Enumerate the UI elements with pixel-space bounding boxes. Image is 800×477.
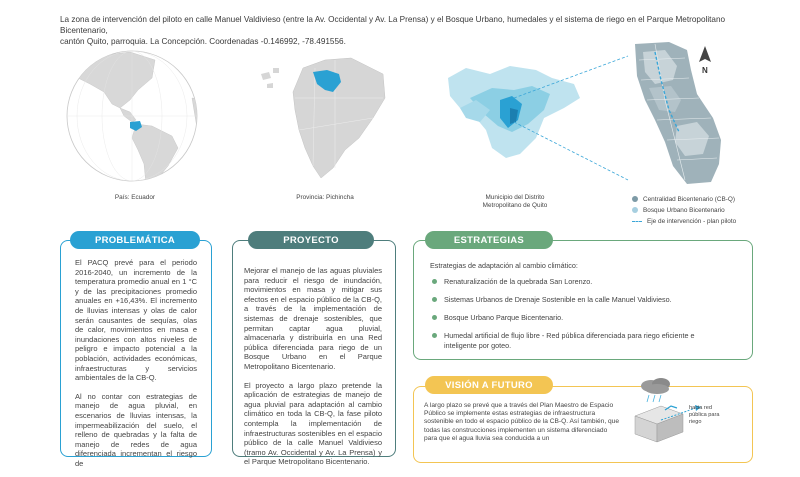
cloud-icon bbox=[641, 378, 670, 394]
estrategias-intro: Estrategias de adaptación al cambio climático: bbox=[430, 261, 578, 270]
centralidad-map bbox=[625, 40, 745, 190]
legend-dot-icon bbox=[632, 207, 638, 213]
district-caption-line-2: Metropolitano de Quito bbox=[482, 202, 548, 209]
proyecto-paragraph-2: El proyecto a largo plazo pretende la aplicación de estrategias de manejo de agua pluvial para adaptación al cambio climático en toda la CB-Q, la fase piloto contempla la implementación de infraestructuras sostenibles en el espacio público de la calle Manuel Valdivieso (tramo Av. Occidental y Av. La Prensa) y el Parque Metropolitano Bicentenario. bbox=[244, 380, 382, 467]
vision-title: VISIÓN A FUTURO bbox=[425, 376, 553, 394]
proyecto-paragraph-1: Mejorar el manejo de las aguas pluviales para reducir el riesgo de inundación, movimientos en masa y mitigar sus efectos en el espacio público de la CB-Q, a través de la implementación de sistemas de drenaje sostenibles, que permitan captar agua pluvial, almacenarla y distribuirla en una Red pública diferenciada para riego de un Bosque Urbano en el Parque Metropolitano Bicentenario. bbox=[244, 266, 382, 371]
diagram-label-2: pública para bbox=[689, 412, 720, 418]
proyecto-title: PROYECTO bbox=[248, 231, 374, 249]
estrategia-label: Bosque Urbano Parque Bicentenario. bbox=[444, 313, 564, 322]
legend-item-centralidad bbox=[632, 195, 736, 203]
problematica-title: PROBLEMÁTICA bbox=[70, 231, 200, 249]
estrategia-label-line-1: Humedal artificial de flujo libre - Red pública diferenciada para riego eficiente e bbox=[444, 331, 695, 340]
estrategia-item bbox=[432, 277, 592, 287]
legend-item-eje bbox=[632, 217, 736, 225]
legend-label: Centralidad Bicentenario (CB-Q) bbox=[643, 195, 735, 203]
estrategia-label: Sistemas Urbanos de Drenaje Sostenible en la calle Manuel Valdivieso. bbox=[444, 295, 672, 304]
district-caption-line-1: Municipio del Distrito bbox=[485, 194, 545, 201]
province-caption: Provincia: Pichincha bbox=[296, 194, 354, 201]
estrategia-item bbox=[432, 313, 563, 323]
estrategia-item bbox=[432, 331, 695, 350]
estrategia-label: Renaturalización de la quebrada San Lorenzo. bbox=[444, 277, 593, 286]
bullet-icon bbox=[432, 297, 437, 302]
problematica-text bbox=[75, 258, 197, 477]
north-arrow-icon bbox=[699, 46, 711, 62]
legend-dash-icon bbox=[632, 221, 642, 222]
estrategia-item bbox=[432, 295, 672, 305]
legend-label: Bosque Urbano Bicentenario bbox=[643, 206, 725, 214]
country-map bbox=[60, 38, 205, 188]
proyecto-text bbox=[244, 266, 382, 476]
vision-text: A largo plazo se prevé que a través del Plan Maestro de Espacio Público se implemente estas estrategias de infraestructura sostenible en todo el espacio público de la CB-Q. Así también, que todas las construcciones implementen un sistema diferenciado para que el agua lluvia sea conducida a un bbox=[424, 402, 620, 442]
estrategia-label-line-2: inteligente por goteo. bbox=[444, 340, 512, 350]
legend-label: Eje de intervención - plan piloto bbox=[647, 217, 737, 225]
district-caption bbox=[455, 194, 575, 210]
estrategia-label bbox=[444, 331, 695, 350]
province-map bbox=[255, 38, 395, 188]
globe-illustration bbox=[60, 38, 205, 188]
rainwater-diagram bbox=[625, 376, 750, 445]
intro-line-1: La zona de intervención del piloto en calle Manuel Valdivieso (entre la Av. Occidental y Av. La Prensa) y el Bosque Urbano, humedales y el sistema de riego en el Parque Metropolitano Bicentenario, bbox=[60, 15, 726, 35]
legend-item-bosque bbox=[632, 206, 736, 214]
centralidad-illustration bbox=[625, 40, 745, 190]
bullet-icon bbox=[432, 333, 437, 338]
diagram-label-3: riego bbox=[689, 419, 702, 425]
problematica-paragraph-1: El PACQ prevé para el periodo 2016-2040, un incremento de la temperatura promedio anual en 1 °C y de las precipitaciones promedio anuales en +16,43%. El incremento de lluvias intensas y olas de calor serán causantes de sequías, olas de calor, movimientos en masa e inundaciones con altos niveles de peligro e impacto potencial a la población, actividades económicas, infraestructuras y servicios ambientales de la CB-Q. bbox=[75, 258, 197, 383]
country-caption: País: Ecuador bbox=[114, 194, 156, 201]
legend-dot-icon bbox=[632, 196, 638, 202]
intro-line-2: cantón Quito, parroquia. La Concepción. Coordenadas -0.146992, -78.491556. bbox=[60, 37, 346, 46]
zoom-connector-lines bbox=[510, 50, 640, 190]
bullet-icon bbox=[432, 315, 437, 320]
north-label: N bbox=[702, 66, 708, 75]
diagram-label-1: hacia red bbox=[689, 405, 713, 411]
estrategias-title: ESTRATEGIAS bbox=[425, 231, 553, 249]
bullet-icon bbox=[432, 279, 437, 284]
map-legend bbox=[632, 195, 736, 228]
problematica-paragraph-2: Al no contar con estrategias de manejo de agua pluvial, en escenarios de lluvias intensas, la impermeabilización del suelo, el relleno de quebradas y la falta de manejo de redes de agua diferenciada incrementan el riesgo de bbox=[75, 391, 197, 468]
ecuador-illustration bbox=[255, 38, 395, 188]
